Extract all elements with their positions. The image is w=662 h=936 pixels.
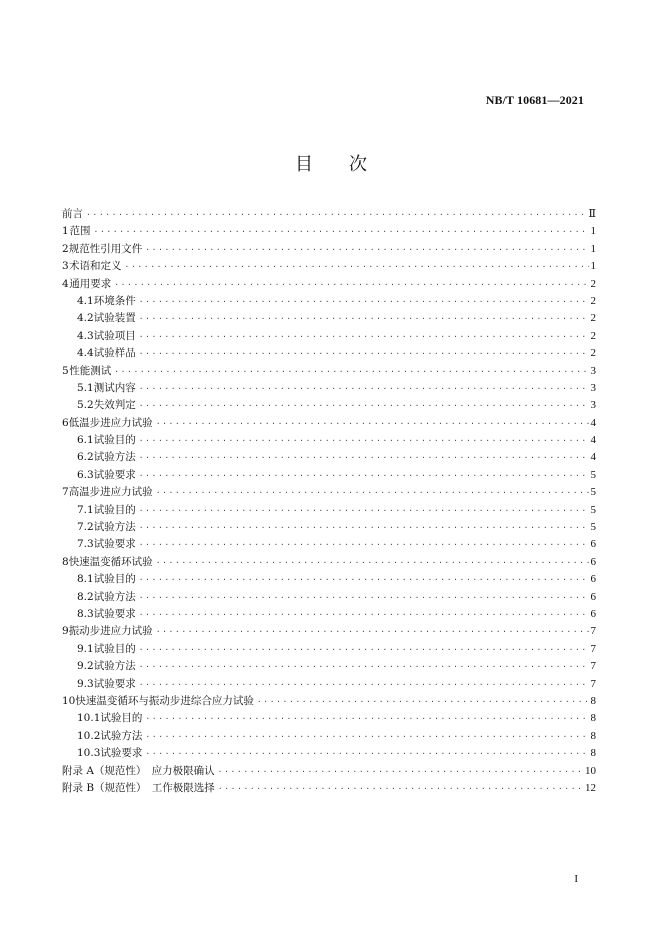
- toc-entry-page: 8: [590, 712, 596, 725]
- toc-entry-label: 试验要求: [93, 607, 136, 620]
- toc-entry-page: 5: [590, 521, 596, 534]
- toc-entry-number: 8.2: [77, 590, 94, 603]
- toc-entry-page: 6: [590, 555, 596, 568]
- toc-entry-page: 3: [590, 381, 596, 394]
- toc-entry[interactable]: [62, 449, 596, 466]
- toc-dot-leader: [145, 241, 588, 258]
- toc-entry-label: 试验方法: [100, 729, 143, 742]
- toc-dot-leader: [139, 397, 589, 414]
- toc-dot-leader: [139, 641, 589, 658]
- toc-entry-page: 10: [585, 764, 596, 777]
- toc-dot-leader: [114, 276, 588, 293]
- page-number: I: [574, 873, 578, 885]
- toc-dot-leader: [139, 293, 589, 310]
- toc-entry-label: 附录 B（规范性） 工作极限选择: [62, 781, 215, 794]
- toc-dot-leader: [139, 519, 589, 536]
- standard-code: NB/T 10681—2021: [485, 93, 584, 107]
- table-of-contents: [62, 206, 596, 797]
- toc-entry-number: 9.2: [77, 660, 94, 673]
- toc-entry-number: 6.2: [77, 451, 94, 464]
- toc-dot-leader: [94, 223, 589, 240]
- toc-entry-page: 2: [590, 329, 596, 342]
- toc-dot-leader: [145, 745, 588, 762]
- toc-entry-page: 4: [590, 416, 596, 429]
- toc-entry-number: 4.1: [77, 294, 94, 307]
- toc-dot-leader: [139, 589, 589, 606]
- toc-entry-label: 性能测试: [69, 364, 112, 377]
- toc-entry-page: Ⅱ: [588, 208, 596, 220]
- toc-entry[interactable]: [62, 397, 596, 414]
- toc-entry[interactable]: [62, 554, 596, 571]
- toc-dot-leader: [139, 432, 589, 449]
- toc-dot-leader: [139, 658, 589, 675]
- toc-entry-page: 3: [590, 364, 596, 377]
- toc-entry-number: 10.2: [77, 729, 101, 742]
- toc-entry-number: 10: [62, 694, 76, 707]
- toc-entry-number: 7.3: [77, 538, 94, 551]
- toc-entry[interactable]: [62, 658, 596, 675]
- toc-entry[interactable]: [62, 623, 596, 640]
- toc-dot-leader: [257, 693, 589, 710]
- toc-entry-page: 1: [590, 225, 596, 238]
- toc-entry[interactable]: [62, 380, 596, 397]
- toc-entry-label: 试验目的: [93, 434, 136, 447]
- toc-dot-leader: [156, 554, 589, 571]
- toc-entry[interactable]: [62, 363, 596, 380]
- toc-entry-label: 试验目的: [93, 503, 136, 516]
- toc-entry[interactable]: [62, 536, 596, 553]
- toc-dot-leader: [139, 345, 589, 362]
- toc-entry-page: 7: [590, 677, 596, 690]
- toc-dot-leader: [156, 415, 589, 432]
- toc-entry[interactable]: [62, 710, 596, 727]
- toc-dot-leader: [139, 310, 589, 327]
- toc-entry-label: 试验项目: [93, 329, 136, 342]
- toc-entry[interactable]: [62, 606, 596, 623]
- toc-entry-number: 9.1: [77, 642, 94, 655]
- toc-entry-page: 4: [590, 451, 596, 464]
- toc-dot-leader: [114, 363, 588, 380]
- toc-entry-label: 试验目的: [93, 642, 136, 655]
- toc-entry-page: 1: [590, 260, 596, 273]
- toc-entry-label: 测试内容: [93, 381, 136, 394]
- toc-entry-label: 低温步进应力试验: [68, 416, 153, 429]
- toc-entry[interactable]: [62, 345, 596, 362]
- toc-entry-page: 2: [590, 347, 596, 360]
- toc-entry-page: 2: [590, 277, 596, 290]
- toc-entry-label: 试验方法: [93, 660, 136, 673]
- toc-entry-label: 振动步进应力试验: [68, 625, 153, 638]
- toc-entry-number: 8.3: [77, 607, 94, 620]
- toc-entry-number: 6.1: [77, 434, 94, 447]
- toc-entry[interactable]: [62, 641, 596, 658]
- toc-entry-page: 7: [590, 642, 596, 655]
- toc-entry[interactable]: [62, 241, 596, 258]
- toc-entry[interactable]: [62, 728, 596, 745]
- toc-dot-leader: [139, 606, 589, 623]
- toc-entry-number: 6: [62, 416, 69, 429]
- toc-entry-number: 5: [62, 364, 69, 377]
- toc-dot-leader: [145, 710, 588, 727]
- toc-entry-number: 1: [62, 225, 69, 238]
- toc-entry-number: 8: [62, 555, 69, 568]
- toc-dot-leader: [139, 676, 589, 693]
- toc-entry[interactable]: [62, 780, 596, 797]
- toc-dot-leader: [218, 763, 583, 780]
- toc-entry-page: 3: [590, 399, 596, 412]
- toc-dot-leader: [156, 484, 589, 501]
- toc-entry[interactable]: [62, 693, 596, 710]
- toc-entry-page: 12: [585, 781, 596, 794]
- toc-entry-label: 试验方法: [93, 451, 136, 464]
- toc-dot-leader: [139, 380, 589, 397]
- toc-entry[interactable]: [62, 223, 596, 240]
- toc-entry[interactable]: [62, 432, 596, 449]
- toc-entry[interactable]: [62, 310, 596, 327]
- toc-entry-page: 6: [590, 607, 596, 620]
- toc-entry-number: 10.1: [77, 712, 101, 725]
- toc-entry-label: 试验方法: [93, 590, 136, 603]
- toc-entry-page: 6: [590, 538, 596, 551]
- toc-dot-leader: [139, 328, 589, 345]
- toc-entry-label: 环境条件: [93, 294, 136, 307]
- toc-entry-page: 8: [590, 729, 596, 742]
- toc-entry-page: 7: [590, 625, 596, 638]
- toc-entry-number: 5.2: [77, 399, 94, 412]
- toc-entry[interactable]: [62, 502, 596, 519]
- toc-entry-label: 试验装置: [93, 312, 136, 325]
- toc-dot-leader: [218, 780, 583, 797]
- toc-entry-page: 6: [590, 590, 596, 603]
- toc-entry[interactable]: [62, 276, 596, 293]
- toc-dot-leader: [139, 467, 589, 484]
- toc-dot-leader: [139, 571, 589, 588]
- toc-entry-label: 快速温变循环与振动步进综合应力试验: [75, 694, 254, 707]
- toc-entry-number: 4.3: [77, 329, 94, 342]
- page-title: 目 次: [295, 154, 367, 175]
- toc-entry-page: 5: [590, 503, 596, 516]
- toc-entry-page: 4: [590, 434, 596, 447]
- toc-entry[interactable]: [62, 589, 596, 606]
- toc-dot-leader: [145, 728, 588, 745]
- toc-entry-label: 附录 A（规范性） 应力极限确认: [62, 764, 215, 777]
- toc-entry[interactable]: [62, 676, 596, 693]
- toc-entry[interactable]: [62, 258, 596, 275]
- toc-entry-label: 通用要求: [69, 277, 112, 290]
- toc-entry-label: 试验样品: [93, 347, 136, 360]
- toc-entry-number: 4.2: [77, 312, 94, 325]
- toc-dot-leader: [139, 536, 589, 553]
- toc-entry-label: 试验方法: [93, 521, 136, 534]
- toc-entry-number: 7: [62, 486, 69, 499]
- toc-entry[interactable]: [62, 763, 596, 780]
- toc-dot-leader: [139, 449, 589, 466]
- toc-entry[interactable]: [62, 415, 596, 432]
- toc-entry[interactable]: [62, 571, 596, 588]
- toc-dot-leader: [125, 258, 589, 275]
- toc-entry-number: 9.3: [77, 677, 94, 690]
- toc-entry-label: 前言: [62, 208, 83, 220]
- toc-entry[interactable]: [62, 519, 596, 536]
- toc-entry-page: 5: [590, 468, 596, 481]
- toc-entry-label: 规范性引用文件: [68, 242, 143, 255]
- toc-entry-number: 4: [62, 277, 69, 290]
- toc-entry-number: 3: [62, 260, 69, 273]
- toc-entry-label: 试验目的: [100, 712, 143, 725]
- toc-dot-leader: [139, 502, 589, 519]
- toc-entry-page: 2: [590, 294, 596, 307]
- toc-entry-number: 2: [62, 242, 69, 255]
- toc-dot-leader: [156, 623, 589, 640]
- toc-entry-label: 试验要求: [100, 747, 143, 760]
- toc-entry-number: 6.3: [77, 468, 94, 481]
- toc-entry-page: 1: [590, 242, 596, 255]
- toc-entry[interactable]: [62, 745, 596, 762]
- toc-entry-page: 8: [590, 747, 596, 760]
- toc-entry-number: 8.1: [77, 573, 94, 586]
- toc-entry-label: 试验要求: [93, 468, 136, 481]
- toc-entry-number: 7.1: [77, 503, 94, 516]
- toc-entry-label: 快速温变循环试验: [68, 555, 153, 568]
- toc-entry-label: 试验要求: [93, 677, 136, 690]
- toc-entry-number: 5.1: [77, 381, 94, 394]
- toc-entry-number: 7.2: [77, 521, 94, 534]
- toc-entry-page: 5: [590, 486, 596, 499]
- toc-entry-page: 7: [590, 660, 596, 673]
- toc-entry-label: 试验目的: [93, 573, 136, 586]
- toc-entry[interactable]: [62, 484, 596, 501]
- toc-entry[interactable]: [62, 328, 596, 345]
- toc-entry-page: 8: [590, 694, 596, 707]
- toc-entry-label: 术语和定义: [69, 260, 122, 273]
- toc-entry-number: 10.3: [77, 747, 101, 760]
- toc-entry-label: 高温步进应力试验: [68, 486, 153, 499]
- toc-entry[interactable]: [62, 206, 596, 223]
- toc-entry[interactable]: [62, 467, 596, 484]
- toc-entry-label: 范围: [69, 225, 91, 238]
- toc-entry-label: 试验要求: [93, 538, 136, 551]
- toc-dot-leader: [86, 206, 587, 223]
- toc-entry-label: 失效判定: [93, 399, 136, 412]
- toc-entry-page: 2: [590, 312, 596, 325]
- toc-entry-number: 4.4: [77, 347, 94, 360]
- toc-entry[interactable]: [62, 293, 596, 310]
- toc-entry-page: 6: [590, 573, 596, 586]
- toc-entry-number: 9: [62, 625, 69, 638]
